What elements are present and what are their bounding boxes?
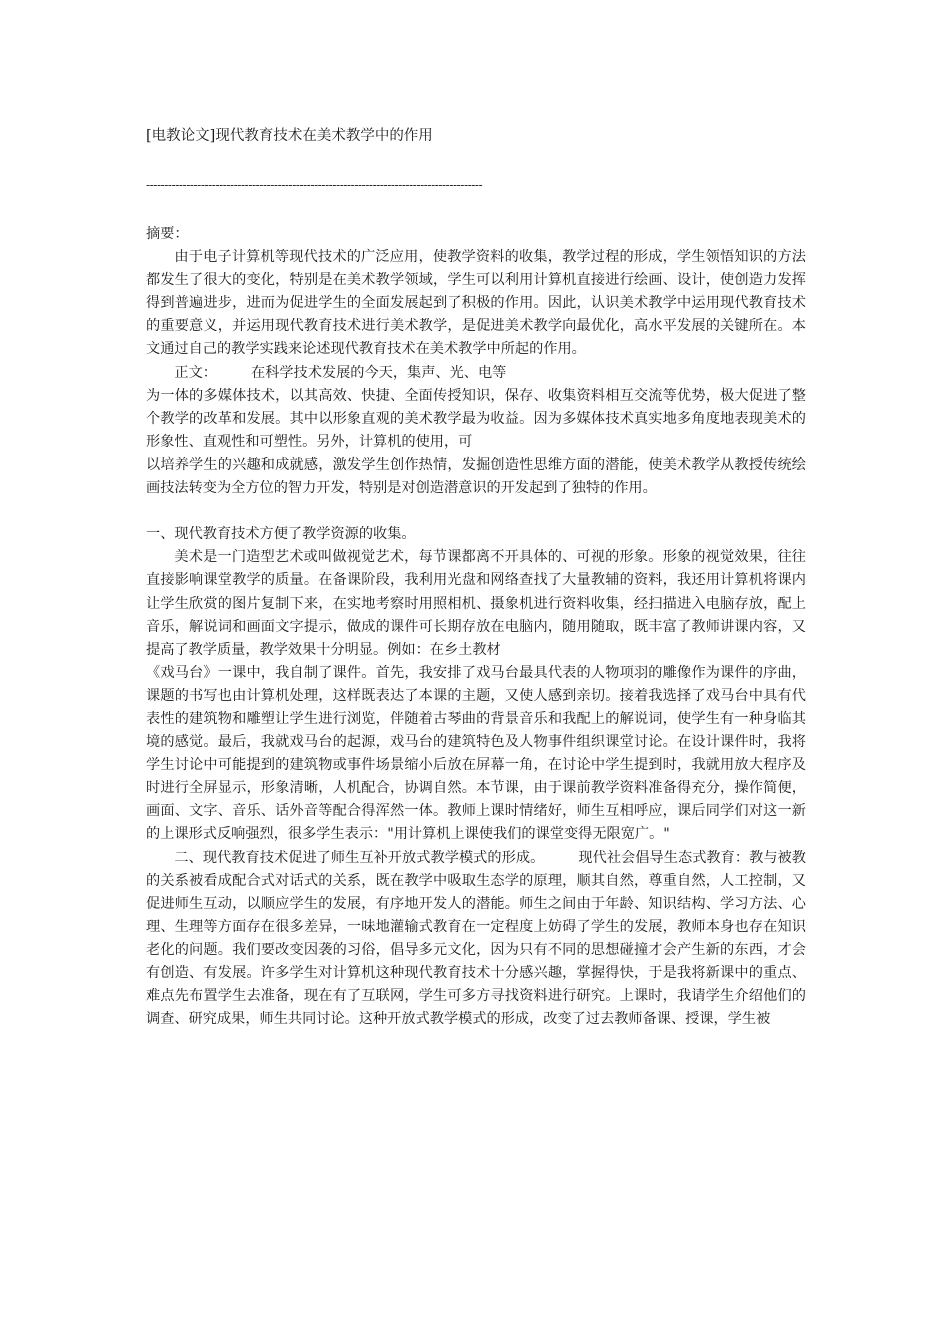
abstract-label: 摘要：: [146, 226, 189, 242]
divider-line: --------------------------------------------------------------------------------------------: [146, 178, 483, 192]
section-1-paragraph-2: 《戏马台》一课中，我自制了课件。首先，我安排了戏马台最具代表的人物项羽的雕像作为课件的序曲，课题的书写也由计算机处理，这样既表达了本课的主题，又使人感到亲切。接着我选择了戏马台中具有代表性的建筑物和雕塑让学生进行浏览，伴随着古琴曲的背景音乐和我配上的解说词，使学生有一种身临其境的感觉。最后，我就戏马台的起源，戏马台的建筑特色及人物事件组织课堂讨论。在设计课件时，我将学生讨论中可能提到的建筑物或事件场景缩小后放在屏幕一角，在讨论中学生提到时，我就用放大程序及时进行全屏显示，形象清晰，人机配合，协调自然。本节课，由于课前教学资料准备得充分，操作简便，画面、文字、音乐、话外音等配合得浑然一体。教师上课时情绪好，师生互相呼应，课后同学们对这一新的上课形式反响强烈，很多学生表示："用计算机上课使我们的课堂变得无限宽广。": [146, 664, 806, 843]
section-2-heading: 二、现代教育技术促进了师生互补开放式教学模式的形成。: [174, 849, 545, 866]
section-2-text: 现代社会倡导生态式教育：教与被教的关系被看成配合式对话式的关系，既在教学中吸取生态学的原理，顺其自然，尊重自然，人工控制，又促进师生互动，以顺应学生的发展，有序地开发人的潜能。师生之间由于年龄、知识结构、学习方法、心理、生理等方面存在很多差异，一味地灌输式教育在一定程度上妨碍了学生的发展，教师本身也存在知识老化的问题。我们要改变因袭的习俗，倡导多元文化，因为只有不同的思想碰撞才会产生新的东西，才会有创造、有发展。许多学生对计算机这种现代教育技术十分感兴趣，掌握得快，于是我将新课中的重点、难点先布置学生去准备，现在有了互联网，学生可多方寻找资料进行研究。上课时，我请学生介绍他们的调查、研究成果，师生共同讨论。这种开放式教学模式的形成，改变了过去教师备课、授课，学生被: [146, 849, 806, 1028]
document-page: [146, 126, 806, 1031]
section-2-paragraph: [146, 847, 806, 1032]
body-label: 正文：: [174, 364, 217, 381]
body-paragraph-1: 为一体的多媒体技术，以其高效、快捷、全面传授知识，保存、收集资料相互交流等优势，极大促进了整个教学的改革和发展。其中以形象直观的美术教学最为收益。因为多媒体技术真实地多角度地表现美术的形象性、直观性和可塑性。另外，计算机的使用，可: [146, 387, 806, 450]
body-paragraph-2: 以培养学生的兴趣和成就感，激发学生创作热情，发掘创造性思维方面的潜能，使美术教学从教授传统绘画技法转变为全方位的智力开发，特别是对创造潜意识的开发起到了独特的作用。: [146, 456, 806, 497]
section-1-heading: 一、现代教育技术方便了教学资源的收集。: [146, 526, 416, 543]
blank-line: [146, 500, 806, 523]
abstract-paragraph: 由于电子计算机等现代技术的广泛应用，使教学资料的收集，教学过程的形成，学生领悟知识的方法都发生了很大的变化，特别是在美术教学领域，学生可以利用计算机直接进行绘画、设计，使创造力发挥得到普遍进步，进而为促进学生的全面发展起到了积极的作用。因此，认识美术教学中运用现代教育技术的重要意义，并运用现代教育技术进行美术教学，是促进美术教学向最优化，高水平发展的关键所在。本文通过自己的教学实践来论述现代教育技术在美术教学中所起的作用。: [146, 249, 806, 358]
body-intro: 在科学技术发展的今天，集声、光、电等: [250, 364, 507, 381]
section-1-paragraph-1: 美术是一门造型艺术或叫做视觉艺术，每节课都离不开具体的、可视的形象。形象的视觉效果，往往直接影响课堂教学的质量。在备课阶段，我利用光盘和网络查找了大量教辅的资料，我还用计算机将课内让学生欣赏的图片复制下来，在实地考察时用照相机、摄象机进行资料收集，经扫描进入电脑存放，配上音乐，解说词和画面文字提示，做成的课件可长期存放在电脑内，随用随取，既丰富了教师讲课内容，又提高了教学质量，教学效果十分明显。例如：在乡土教材: [146, 549, 806, 658]
document-title: [电教论文]现代教育技术在美术教学中的作用: [146, 128, 433, 144]
document-body: [146, 223, 806, 1031]
body-intro-line: [146, 362, 806, 385]
